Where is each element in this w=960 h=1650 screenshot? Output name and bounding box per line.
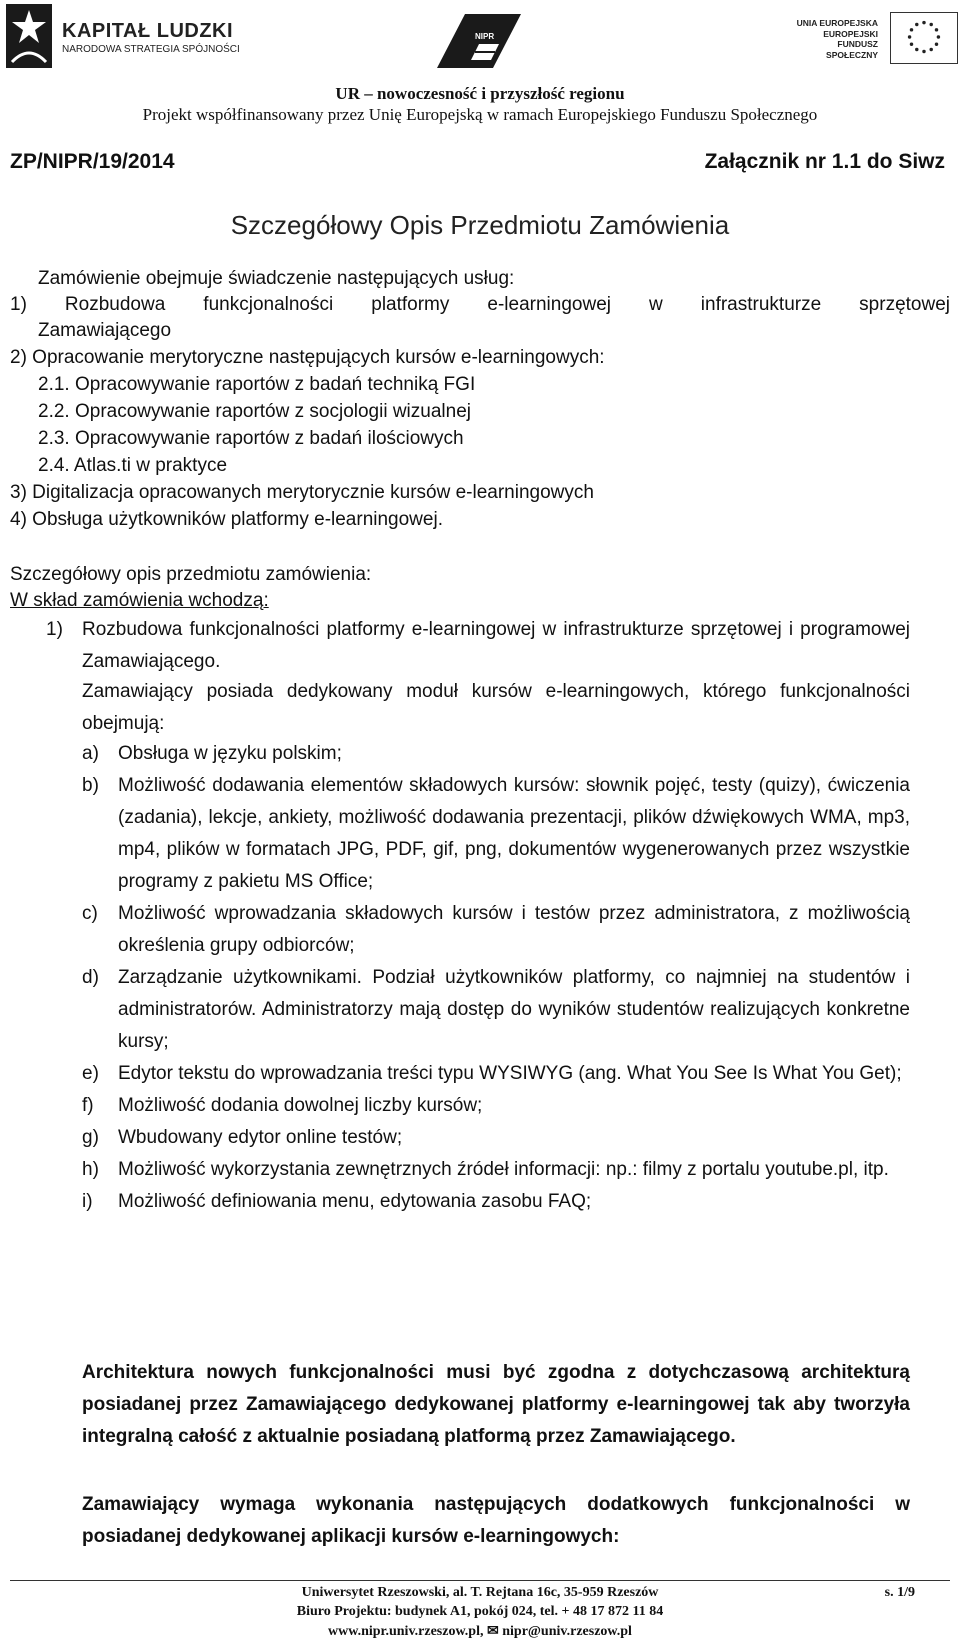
feature-letter: g) bbox=[82, 1127, 99, 1148]
feature-text: Możliwość dodawania elementów składowych kursów: słownik pojęć, testy (quizy), ćwiczenia (zadania), lekcje, ankiety, możliwość dodawania prezentacji, plików dźwiękowych WMA, mp3, mp4, plików w formatach JPG, PDF, gif, png, dokumentów wygenerowanych przez wszystkie programy z pakietu MS Office; bbox=[118, 775, 910, 892]
architecture-paragraph: Architektura nowych funkcjonalności musi być zgodna z dotychczasową architekturą posiadanej przez Zamawiającego dedykowanej platformy e-learningowej tak aby tworzyła integralną całość z aktualnie posiadaną platformą przez Zamawiającego. bbox=[82, 1362, 910, 1447]
nipr-logo-text: NIPR bbox=[475, 32, 495, 41]
detail-heading: Szczegółowy opis przedmiotu zamówienia: bbox=[10, 564, 372, 585]
feature-letter: c) bbox=[82, 903, 98, 924]
eu-logo-line1: UNIA EUROPEJSKA bbox=[796, 18, 878, 28]
footer-address: Uniwersytet Rzeszowski, al. T. Rejtana 16c, 35-959 Rzeszów bbox=[301, 1585, 659, 1600]
project-header-title: UR – nowoczesność i przyszłość regionu bbox=[335, 84, 625, 103]
eu-logo-line3: FUNDUSZ SPOŁECZNY bbox=[826, 39, 878, 60]
feature-text: Wbudowany edytor online testów; bbox=[118, 1127, 403, 1148]
feature-text: Możliwość wprowadzania składowych kursów i testów przez administratora, z możliwością określenia grupy odbiorców; bbox=[118, 903, 910, 956]
service-2-2: 2.2. Opracowywanie raportów z socjologii wizualnej bbox=[38, 401, 471, 422]
service-2-3: 2.3. Opracowywanie raportów z badań ilościowych bbox=[38, 428, 464, 449]
feature-item bbox=[82, 770, 910, 898]
service-2-4: 2.4. Atlas.ti w praktyce bbox=[38, 455, 228, 476]
item-1-text: Rozbudowa funkcjonalności platformy e-learningowej w infrastrukturze sprzętowej i programowej Zamawiającego. bbox=[82, 619, 910, 672]
intro-text: Zamówienie obejmuje świadczenie następujących usług: bbox=[38, 268, 515, 289]
feature-letter: f) bbox=[82, 1095, 94, 1116]
feature-letter: d) bbox=[82, 967, 99, 988]
feature-letter: a) bbox=[82, 743, 99, 764]
kapital-ludzki-subtitle: NARODOWA STRATEGIA SPÓJNOŚCI bbox=[62, 44, 240, 55]
kapital-ludzki-title: KAPITAŁ LUDZKI bbox=[62, 20, 234, 42]
footer-office: Biuro Projektu: budynek A1, pokój 024, tel. + 48 17 872 11 84 bbox=[296, 1604, 664, 1619]
feature-text: Obsługa w języku polskim; bbox=[118, 743, 342, 764]
feature-letter: e) bbox=[82, 1063, 99, 1084]
eu-logo-line2: EUROPEJSKI bbox=[823, 28, 878, 39]
feature-letter: b) bbox=[82, 775, 99, 796]
attachment-label: Załącznik nr 1.1 do Siwz bbox=[704, 150, 945, 173]
feature-text: Możliwość definiowania menu, edytowania zasobu FAQ; bbox=[118, 1191, 592, 1212]
feature-text: Zarządzanie użytkownikami. Podział użytkowników platformy, co najmniej na studentów i administratorów. Administratorzy mają dostęp do wyników studentów realizujących konkretne kursy; bbox=[118, 967, 910, 1052]
feature-item bbox=[82, 738, 910, 770]
feature-letter: h) bbox=[82, 1159, 99, 1180]
envelope-icon: ✉ bbox=[487, 1624, 499, 1639]
kapital-ludzki-emblem-icon bbox=[6, 4, 52, 68]
feature-text: Edytor tekstu do wprowadzania treści typu WYSIWYG (ang. What You See Is What You Get); bbox=[118, 1063, 902, 1084]
feature-item bbox=[82, 1058, 910, 1090]
service-4: 4) Obsługa użytkowników platformy e-learningowej. bbox=[10, 509, 443, 530]
footer-website-link[interactable]: www.nipr.univ.rzeszow.pl, bbox=[328, 1624, 484, 1639]
feature-item bbox=[82, 962, 910, 1058]
reference-number: ZP/NIPR/19/2014 bbox=[10, 150, 175, 173]
eu-flag-icon bbox=[890, 12, 958, 64]
feature-letter: i) bbox=[82, 1191, 93, 1212]
feature-item bbox=[82, 1154, 910, 1186]
feature-text: Możliwość dodania dowolnej liczby kursów; bbox=[118, 1095, 483, 1116]
feature-item bbox=[82, 1122, 910, 1154]
footer-contact bbox=[0, 1623, 960, 1640]
feature-text: Możliwość wykorzystania zewnętrznych źródeł informacji: np.: filmy z portalu youtube.pl, itp. bbox=[118, 1159, 889, 1180]
footer-divider bbox=[10, 1580, 950, 1581]
project-header-subtitle: Projekt współfinansowany przez Unię Europejską w ramach Europejskiego Funduszu Społecznego bbox=[142, 105, 818, 124]
feature-item bbox=[82, 1090, 910, 1122]
eu-logo bbox=[786, 12, 958, 70]
service-1-line2: Zamawiającego bbox=[38, 320, 172, 341]
service-3: 3) Digitalizacja opracowanych merytorycznie kursów e-learningowych bbox=[10, 482, 594, 503]
service-2: 2) Opracowanie merytoryczne następujących kursów e-learningowych: bbox=[10, 347, 605, 368]
features-list bbox=[82, 738, 910, 1218]
requirement-paragraph: Zamawiający wymaga wykonania następujących dodatkowych funkcjonalności w posiadanej dedykowanej aplikacji kursów e-learningowych: bbox=[82, 1494, 910, 1547]
page-number: s. 1/9 bbox=[884, 1585, 915, 1600]
kapital-ludzki-logo bbox=[4, 2, 244, 74]
item-1-description: Zamawiający posiada dedykowany moduł kursów e-learningowych, którego funkcjonalności obejmują: bbox=[82, 681, 910, 734]
feature-item bbox=[82, 898, 910, 962]
service-1-line1: 1) Rozbudowa funkcjonalności platformy e-learningowej w infrastrukturze sprzętowej bbox=[10, 294, 950, 315]
nipr-logo bbox=[435, 10, 523, 72]
service-2-1: 2.1. Opracowywanie raportów z badań techniką FGI bbox=[38, 374, 476, 395]
item-1-number: 1) bbox=[46, 619, 63, 640]
feature-item bbox=[82, 1186, 910, 1218]
detail-subheading: W skład zamówienia wchodzą: bbox=[10, 590, 269, 611]
footer-email-link[interactable]: nipr@univ.rzeszow.pl bbox=[502, 1624, 632, 1639]
nipr-emblem-icon bbox=[435, 10, 523, 72]
document-title: Szczegółowy Opis Przedmiotu Zamówienia bbox=[230, 210, 730, 240]
